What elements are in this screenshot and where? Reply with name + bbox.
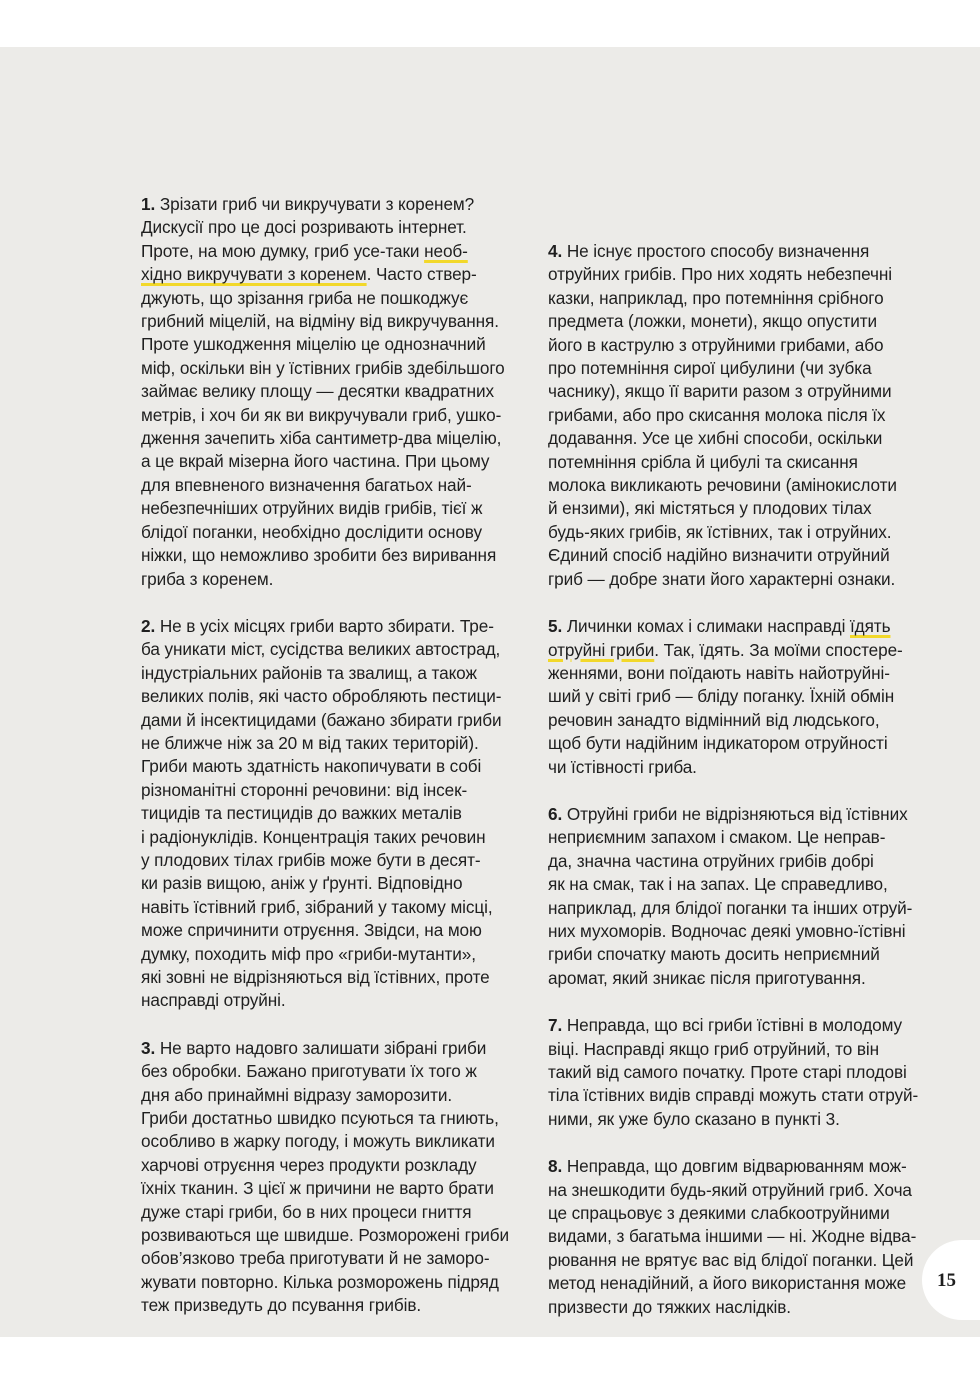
text-line: [141, 1177, 509, 1200]
text-segment: теж призведуть до псування грибів.: [141, 1295, 422, 1316]
text-segment: Проте ушкодження міцелію це однозначний: [141, 334, 486, 355]
text-line: [141, 427, 509, 450]
text-segment: про потемніння сирої цибулини (чи зубка: [548, 358, 872, 379]
text-line: [141, 943, 509, 966]
text-line: [548, 1084, 919, 1107]
text-line: [141, 333, 509, 356]
text-line: [141, 685, 509, 708]
text-line: [141, 779, 509, 802]
page-number: 15: [937, 1270, 956, 1291]
text-line: [141, 521, 509, 544]
text-segment: займає велику площу — десятки квадратних: [141, 381, 494, 402]
text-segment: а це вкрай мізерна його частина. При цьому: [141, 451, 490, 472]
item-number: 2.: [141, 615, 156, 636]
text-segment: Зрізати гриб чи викручувати з коренем?: [159, 194, 475, 214]
text-segment: гриба з коренем.: [141, 568, 274, 589]
highlighted-text: їдять: [850, 616, 891, 637]
text-segment: казки, наприклад, про потемніння срібного: [548, 287, 884, 308]
text-line: [141, 263, 509, 286]
text-line: [141, 240, 509, 263]
text-line: [548, 756, 916, 779]
text-line: [548, 1249, 916, 1272]
text-segment: будь-яких грибів, як їстівних, так і отруйних.: [548, 521, 892, 542]
text-line: [141, 638, 509, 661]
text-line: [548, 639, 916, 662]
list-item: [141, 1037, 509, 1318]
text-segment: Гриби мають здатність накопичувати в собі: [141, 756, 482, 777]
text-line: [548, 850, 916, 873]
text-line: [548, 521, 916, 544]
text-segment: . Часто ствер-: [366, 264, 477, 285]
text-segment: речовин занадто відмінний від людського,: [548, 709, 880, 730]
text-segment: гриби спочатку мають досить неприємний: [548, 944, 880, 965]
highlighted-text: хідно викручувати з коренем: [141, 264, 367, 285]
text-line: [141, 1060, 509, 1083]
text-segment: ки разів вищою, аніж у ґрунті. Відповідно: [141, 873, 463, 894]
text-segment: них мухоморів. Водночас деякі умовно-їстівні: [548, 920, 906, 941]
text-line: [141, 896, 509, 919]
text-line: [141, 802, 509, 825]
text-line: [548, 615, 916, 638]
text-line: [141, 450, 509, 473]
text-segment: жувати повторно. Кілька розморожень підряд: [141, 1271, 499, 1292]
text-segment: різноманітні сторонні речовини: від інсек-: [141, 779, 468, 800]
text-line: [141, 872, 509, 895]
text-segment: як на смак, так і на запах. Це справедливо,: [548, 874, 888, 895]
text-segment: не ближче ніж за 20 м від таких територій).: [141, 732, 479, 753]
text-line: [548, 544, 916, 567]
text-segment: часнику), якщо її варити разом з отруйними: [548, 381, 892, 402]
text-segment: додавання. Усе це хибні способи, оскільки: [548, 428, 883, 449]
text-line: [141, 1294, 509, 1317]
text-segment: молока викликають речовини (амінокислоти: [548, 475, 897, 496]
text-segment: їхніх тканин. З цієї ж причини не варто брати: [141, 1178, 494, 1199]
text-segment: й ензими), які містяться у плодових тілах: [548, 498, 872, 519]
text-segment: обов’язково треба приготувати й не заморо-: [141, 1248, 490, 1269]
text-line: [141, 1201, 509, 1224]
text-line: [141, 1037, 509, 1060]
text-segment: без обробки. Бажано приготувати їх того ж: [141, 1061, 477, 1082]
text-segment: Дискусії про це досі розривають інтернет.: [141, 217, 467, 238]
text-segment: грибами, або про скисання молока після їх: [548, 404, 886, 425]
text-line: [548, 568, 916, 591]
text-segment: наприклад, для блідої поганки та інших отруй-: [548, 897, 913, 918]
text-segment: і радіонуклідів. Концентрація таких речовин: [141, 826, 486, 847]
text-segment: харчові отруєння через продукти розкладу: [141, 1154, 477, 1175]
text-segment: віці. Насправді якщо гриб отруйний, то він: [548, 1038, 879, 1059]
text-segment: міф, оскільки він у їстівних грибів здебільшого: [141, 357, 505, 378]
text-segment: джують, що зрізання гриба не пошкоджує: [141, 287, 469, 308]
item-number: 8.: [548, 1156, 563, 1177]
list-item: [548, 615, 916, 779]
text-line: [548, 474, 916, 497]
text-segment: ба уникати міст, сусідства великих автострад,: [141, 639, 501, 660]
text-line: [141, 662, 509, 685]
text-segment: розвиваються ще швидше. Розморожені гриби: [141, 1225, 509, 1246]
text-line: [141, 287, 509, 310]
text-line: [141, 989, 509, 1012]
text-line: [548, 1272, 916, 1295]
text-segment: Не варто надовго залишати зібрані гриби: [159, 1037, 487, 1058]
item-number: 4.: [548, 241, 563, 261]
text-segment: у плодових тілах грибів може бути в десят-: [141, 849, 481, 870]
text-line: [141, 380, 509, 403]
text-line: [548, 709, 916, 732]
text-line: [141, 709, 509, 732]
text-segment: дуже старі гриби, бо в них процеси гниття: [141, 1201, 472, 1222]
text-segment: женнями, вони поїдають навіть найотруйні-: [548, 662, 890, 683]
text-line: [141, 1271, 509, 1294]
text-segment: аромат, який зникає після приготування.: [548, 967, 866, 988]
text-segment: Не існує простого способу визначення: [566, 241, 870, 261]
text-line: [141, 1130, 509, 1153]
list-item: [548, 240, 916, 591]
text-line: [548, 1155, 916, 1178]
text-line: [141, 310, 509, 333]
text-line: [548, 451, 916, 474]
text-line: [548, 662, 916, 685]
text-segment: це спрацьовує з деякими слабкоотруйними: [548, 1203, 890, 1224]
text-line: [141, 357, 509, 380]
text-line: [141, 544, 509, 567]
text-line: [548, 1296, 916, 1319]
text-line: [548, 920, 916, 943]
text-line: [141, 615, 509, 638]
text-line: [548, 943, 916, 966]
highlighted-text: отруйні гриби: [548, 639, 655, 660]
text-segment: на знешкодити будь-який отруйний гриб. Хоча: [548, 1179, 912, 1200]
text-segment: може спричинити отруєння. Звідси, на мою: [141, 920, 482, 941]
text-line: [141, 1154, 509, 1177]
text-line: [141, 919, 509, 942]
text-segment: чи їстівності гриба.: [548, 756, 697, 777]
text-line: [548, 873, 916, 896]
text-segment: дня або принаймні відразу заморозити.: [141, 1084, 453, 1105]
text-segment: ший у світі гриб — бліду поганку. Їхній обмін: [548, 686, 895, 707]
item-number: 1.: [141, 194, 156, 214]
text-line: [548, 1061, 916, 1084]
text-line: [141, 966, 509, 989]
text-line: [548, 263, 916, 286]
text-segment: його в каструлю з отруйними грибами, або: [548, 334, 884, 355]
text-segment: ніжки, що неможливо зробити без виривання: [141, 545, 497, 566]
text-line: [548, 1225, 916, 1248]
text-segment: грибний міцелій, на відміну від викручування.: [141, 311, 499, 332]
text-line: [548, 732, 916, 755]
list-item: [548, 1155, 916, 1319]
list-item: [141, 615, 509, 1013]
text-line: [548, 1108, 916, 1131]
text-segment: видами, з багатьма іншими — ні. Жодне відва-: [548, 1226, 917, 1247]
text-line: [548, 334, 916, 357]
text-segment: навіть їстівний гриб, зібраний у такому місці,: [141, 896, 493, 917]
text-segment: Єдиний спосіб надійно визначити отруйний: [548, 545, 890, 566]
right-column: [548, 240, 919, 1343]
item-number: 3.: [141, 1037, 156, 1058]
text-segment: отруйних грибів. Про них ходять небезпечні: [548, 264, 893, 285]
list-item: [548, 803, 916, 990]
text-segment: метод ненадійний, а його використання може: [548, 1273, 907, 1294]
text-line: [141, 732, 509, 755]
text-segment: які зовні не відрізняються від їстівних, проте: [141, 967, 490, 987]
text-line: [548, 240, 916, 263]
text-segment: тіла їстівних видів справді можуть стати отруй-: [548, 1085, 919, 1106]
text-line: [548, 287, 916, 310]
text-line: [548, 380, 916, 403]
text-line: [548, 404, 916, 427]
text-line: [141, 404, 509, 427]
text-segment: гриб — добре знати його характерні ознаки.: [548, 568, 896, 589]
text-segment: Неправда, що довгим відварюванням мож-: [566, 1156, 907, 1177]
text-segment: Проте, на мою думку, гриб усе-таки: [141, 240, 425, 261]
text-line: [548, 1202, 916, 1225]
item-number: 5.: [548, 616, 563, 637]
text-segment: Не в усіх місцях гриби варто збирати. Тре-: [159, 615, 494, 636]
text-segment: індустріальних районів та звалищ, а також: [141, 662, 477, 683]
text-line: [548, 1179, 916, 1202]
text-line: [141, 568, 509, 591]
text-segment: думку, походить міф про «гриби-мутанти»,: [141, 943, 476, 964]
left-column: [141, 193, 509, 1342]
text-line: [141, 826, 509, 849]
text-segment: блідої поганки, необхідно дослідити основу: [141, 521, 482, 542]
text-segment: потемніння срібла й цибулі та скисання: [548, 451, 858, 472]
text-line: [548, 357, 916, 380]
text-line: [548, 967, 916, 990]
text-line: [141, 1247, 509, 1270]
text-segment: небезпечніших отруйних видів грибів, тієї ж: [141, 498, 483, 519]
text-segment: для впевненого визначення багатьох най-: [141, 474, 472, 495]
text-segment: дами й інсектицидами (бажано збирати гриби: [141, 709, 502, 730]
text-line: [141, 497, 509, 520]
text-segment: рювання не врятує вас від блідої поганки. Цей: [548, 1249, 914, 1270]
highlighted-text: необ-: [424, 240, 468, 261]
item-number: 6.: [548, 803, 563, 824]
text-segment: дження зачепить хіба сантиметр-два міцелію,: [141, 428, 502, 449]
text-segment: Неправда, що всі гриби їстівні в молодому: [566, 1015, 903, 1036]
text-segment: неприємним запахом і смаком. Це неправ-: [548, 827, 886, 848]
text-line: [141, 849, 509, 872]
text-segment: призвести до тяжких наслідків.: [548, 1296, 791, 1317]
text-segment: . Так, їдять. За моїми спостере-: [654, 639, 903, 660]
text-line: [548, 685, 916, 708]
text-line: [141, 1224, 509, 1247]
text-line: [141, 1107, 509, 1130]
text-segment: ними, як уже було сказано в пункті 3.: [548, 1108, 840, 1129]
text-line: [548, 427, 916, 450]
text-segment: метрів, і хоч би як ви викручували гриб, ушко-: [141, 404, 502, 425]
text-segment: такий від самого початку. Проте старі плодові: [548, 1062, 907, 1082]
text-segment: Личинки комах і слимаки насправді: [566, 616, 850, 637]
text-line: [141, 216, 509, 239]
text-line: [141, 193, 509, 216]
text-segment: великих полів, які часто обробляють пестици-: [141, 686, 502, 707]
text-line: [141, 755, 509, 778]
text-line: [548, 1014, 916, 1037]
text-segment: щоб бути надійним індикатором отруйності: [548, 733, 888, 754]
list-item: [141, 193, 509, 591]
item-number: 7.: [548, 1015, 563, 1036]
list-item: [548, 1014, 919, 1131]
text-segment: Гриби достатньо швидко псуються та гниють,: [141, 1108, 499, 1129]
text-segment: тицидів та пестицидів до важких металів: [141, 803, 462, 824]
text-segment: особливо в жарку погоду, і можуть викликати: [141, 1131, 495, 1152]
text-line: [141, 474, 509, 497]
text-line: [548, 310, 916, 333]
text-segment: насправді отруйні.: [141, 990, 286, 1011]
text-line: [548, 497, 916, 520]
text-line: [548, 897, 916, 920]
text-line: [548, 1038, 916, 1061]
text-segment: Отруйні гриби не відрізняються від їстівних: [566, 803, 908, 824]
text-line: [548, 826, 916, 849]
text-line: [548, 803, 916, 826]
text-line: [141, 1084, 509, 1107]
text-segment: да, значна частина отруйних грибів добрі: [548, 850, 874, 871]
text-segment: предмета (ложки, монети), якщо опустити: [548, 311, 877, 332]
